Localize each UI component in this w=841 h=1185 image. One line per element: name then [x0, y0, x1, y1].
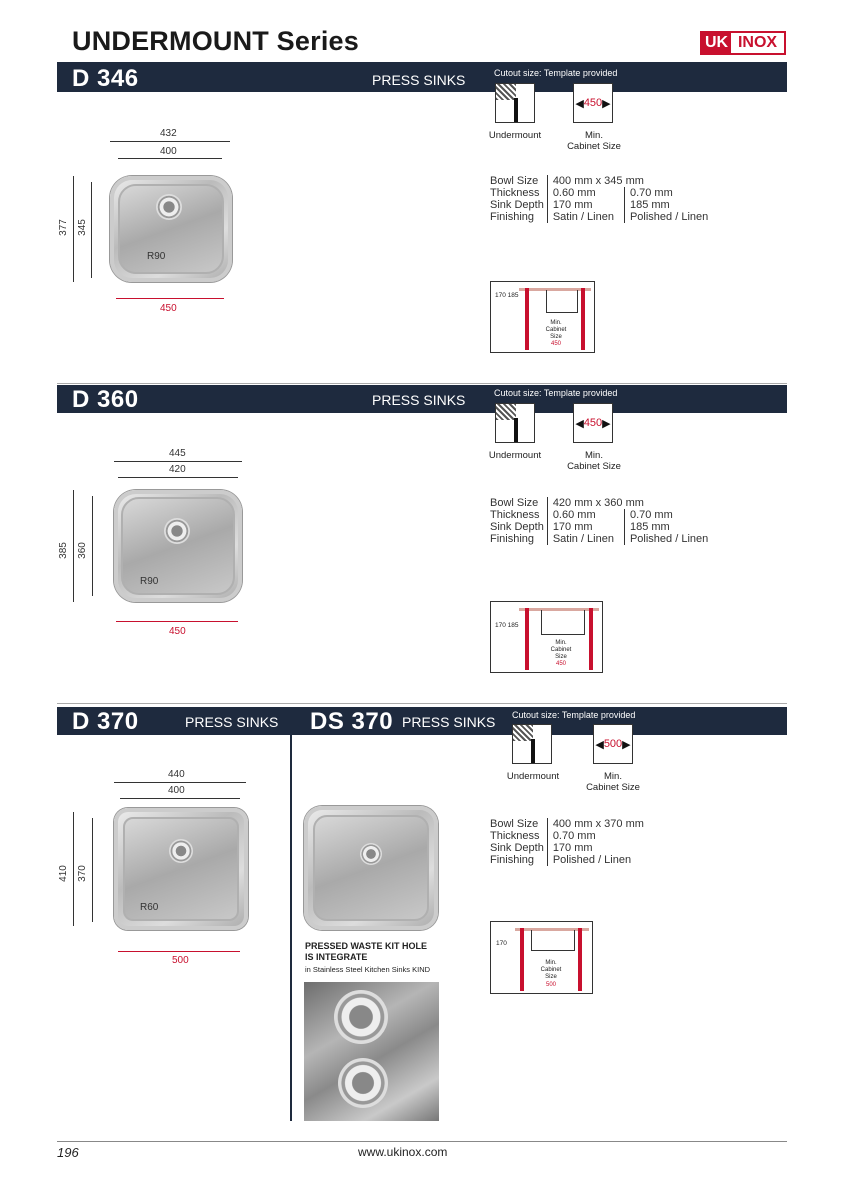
- cabinet-dim-line: [116, 298, 224, 299]
- column-divider: [290, 707, 292, 1121]
- xsec-width: 450: [555, 661, 566, 667]
- spec-value: 0.60 mm: [547, 187, 624, 199]
- logo-uk: UK: [702, 33, 731, 53]
- cabinet-dim: 500: [172, 955, 189, 966]
- spec-label: Bowl Size: [490, 818, 539, 830]
- dim-inner-width: 400: [160, 146, 177, 157]
- cabinet-size-value: 500: [603, 738, 623, 750]
- xsec-width: 500: [545, 982, 556, 988]
- xsec-line: Cabinet: [540, 967, 562, 973]
- dim-line: [118, 158, 222, 159]
- dim-inner-height: 360: [76, 542, 88, 559]
- corner-radius: R90: [147, 251, 166, 262]
- spec-label: Sink Depth: [490, 842, 544, 854]
- spec-label: Thickness: [490, 187, 540, 199]
- countertop-hatch: [513, 725, 533, 741]
- sink-profile: [531, 930, 575, 951]
- model-title: D 360: [72, 386, 139, 413]
- strainer-icon: [334, 990, 388, 1044]
- category-label: PRESS SINKS: [372, 72, 466, 88]
- sink-wall: [531, 739, 535, 763]
- cabinet-wall: [525, 608, 529, 670]
- cabinet-size-label: [563, 130, 625, 152]
- spec-value: Polished / Linen: [547, 854, 654, 866]
- xsec-caption: [533, 960, 569, 981]
- dim-outer-height: 410: [57, 865, 69, 882]
- cabinet-wall: [525, 288, 529, 350]
- footer-rule: [57, 1141, 787, 1142]
- xsec-caption: [543, 640, 579, 661]
- cabinet-wall: [520, 928, 524, 991]
- xsec-line: Cabinet: [545, 327, 567, 333]
- sink-bowl: [121, 497, 235, 595]
- spec-value: 170 mm: [547, 842, 654, 854]
- spec-table: [490, 497, 718, 545]
- drain-icon: [164, 518, 190, 544]
- spec-label: Finishing: [490, 854, 535, 866]
- sink-profile: [546, 290, 578, 313]
- depth-labels: 170: [496, 940, 507, 947]
- depth-labels: 170 185: [495, 292, 519, 299]
- sink-wall: [514, 98, 518, 122]
- drain-icon: [156, 194, 182, 220]
- cutout-note: Cutout size: Template provided: [494, 388, 618, 398]
- dim-line: [73, 812, 74, 926]
- section-divider: [57, 703, 787, 704]
- dim-line: [73, 176, 74, 282]
- spec-value: 0.70 mm: [624, 509, 718, 521]
- cabinet-wall: [589, 608, 593, 670]
- dim-inner-width: 400: [168, 785, 185, 796]
- section-divider: [57, 383, 787, 384]
- spec-table: [490, 818, 654, 866]
- dim-line: [92, 496, 93, 596]
- cabinet-dim: 450: [160, 303, 177, 314]
- xsec-line: Size: [555, 654, 567, 660]
- cabinet-dim-line: [118, 951, 240, 952]
- category-label: PRESS SINKS: [185, 714, 279, 730]
- spec-table: [490, 175, 718, 223]
- xsec-line: Min.: [545, 960, 557, 966]
- category-label-2: PRESS SINKS: [402, 714, 496, 730]
- xsec-line: Min.: [550, 320, 562, 326]
- sink-profile: [541, 610, 585, 635]
- cabinet-size-label: [582, 771, 644, 793]
- cabinet-size-value: 450: [583, 417, 603, 429]
- sink-wall: [514, 418, 518, 442]
- cabinet-size-label: [563, 450, 625, 472]
- dim-outer-width: 440: [168, 769, 185, 780]
- model-title: D 370: [72, 708, 139, 735]
- undermount-icon: [495, 83, 535, 123]
- sink-bowl: [313, 815, 429, 921]
- website-link[interactable]: www.ukinox.com: [358, 1145, 448, 1159]
- spec-value: 0.70 mm: [624, 187, 718, 199]
- spec-value: 420 mm x 360 mm: [547, 497, 718, 509]
- model-title-2: DS 370: [310, 708, 394, 735]
- xsec-line: Cabinet: [550, 647, 572, 653]
- cabinet-wall: [578, 928, 582, 991]
- sink-image: [114, 490, 242, 602]
- page-title: UNDERMOUNT Series: [72, 26, 359, 56]
- cabinet-label-1: Min.: [585, 450, 603, 461]
- cabinet-label-1: Min.: [604, 771, 622, 782]
- waste-kit-note: [305, 941, 427, 963]
- cross-section-diagram: [490, 281, 595, 353]
- cabinet-size-icon: ◀ 450 ▶: [573, 403, 613, 443]
- spec-label: Finishing: [490, 533, 535, 545]
- note-line: IS INTEGRATE: [305, 952, 368, 962]
- dim-outer-height: 385: [57, 542, 69, 559]
- spec-label: Bowl Size: [490, 497, 539, 509]
- undermount-label: Undermount: [488, 130, 542, 141]
- cabinet-dim: 450: [169, 626, 186, 637]
- dim-line: [120, 798, 240, 799]
- cabinet-size-icon: ◀ 450 ▶: [573, 83, 613, 123]
- spec-value: Satin / Linen: [547, 211, 624, 223]
- undermount-icon: [495, 403, 535, 443]
- cabinet-label-2: Cabinet Size: [567, 461, 621, 472]
- cabinet-size-icon: ◀ 500 ▶: [593, 724, 633, 764]
- drain-icon: [169, 839, 193, 863]
- cabinet-label-2: Cabinet Size: [586, 782, 640, 793]
- spec-value: 185 mm: [624, 199, 718, 211]
- spec-value: 0.60 mm: [547, 509, 624, 521]
- corner-radius: R90: [140, 576, 159, 587]
- spec-value: 185 mm: [624, 521, 718, 533]
- sink-image: [114, 808, 248, 930]
- dim-outer-width: 432: [160, 128, 177, 139]
- cabinet-size-value: 450: [583, 97, 603, 109]
- cross-section-diagram: [490, 601, 603, 673]
- dim-line: [118, 477, 238, 478]
- xsec-width: 450: [550, 341, 561, 347]
- dim-inner-width: 420: [169, 464, 186, 475]
- cabinet-dim-line: [116, 621, 238, 622]
- countertop-hatch: [496, 84, 516, 100]
- drain-icon: [338, 1058, 388, 1108]
- spec-label: Thickness: [490, 830, 540, 842]
- note-line: PRESSED WASTE KIT HOLE: [305, 941, 428, 951]
- dim-inner-height: 370: [76, 865, 88, 882]
- page-number: 196: [57, 1145, 79, 1160]
- xsec-line: Min.: [555, 640, 567, 646]
- cabinet-label-2: Cabinet Size: [567, 141, 621, 152]
- undermount-icon: [512, 724, 552, 764]
- dim-outer-height: 377: [57, 219, 69, 236]
- xsec-line: Size: [545, 974, 557, 980]
- spec-value: Satin / Linen: [547, 533, 624, 545]
- category-label: PRESS SINKS: [372, 392, 466, 408]
- spec-label: Sink Depth: [490, 521, 544, 533]
- undermount-label: Undermount: [488, 450, 542, 461]
- sink-image: [110, 176, 232, 282]
- dim-line: [114, 782, 246, 783]
- spec-value: 0.70 mm: [547, 830, 654, 842]
- xsec-caption: [539, 320, 573, 341]
- countertop-hatch: [496, 404, 516, 420]
- brand-logo: [700, 31, 786, 55]
- dim-outer-width: 445: [169, 448, 186, 459]
- cutout-note: Cutout size: Template provided: [494, 68, 618, 78]
- cross-section-diagram: [490, 921, 593, 994]
- cabinet-label-1: Min.: [585, 130, 603, 141]
- undermount-label: Undermount: [506, 771, 560, 782]
- waste-kit-subnote: in Stainless Steel Kitchen Sinks KIND: [305, 965, 431, 974]
- cabinet-wall: [581, 288, 585, 350]
- dim-line: [114, 461, 242, 462]
- spec-value: 400 mm x 345 mm: [547, 175, 718, 187]
- spec-label: Finishing: [490, 211, 535, 223]
- spec-label: Bowl Size: [490, 175, 539, 187]
- cutout-note: Cutout size: Template provided: [512, 710, 636, 720]
- drain-icon: [360, 843, 382, 865]
- dim-inner-height: 345: [76, 219, 88, 236]
- model-title: D 346: [72, 65, 139, 92]
- spec-value: 170 mm: [547, 521, 624, 533]
- logo-inox: INOX: [737, 34, 778, 51]
- dim-line: [110, 141, 230, 142]
- corner-radius: R60: [140, 902, 159, 913]
- spec-value: 400 mm x 370 mm: [547, 818, 654, 830]
- depth-labels: 170 185: [495, 622, 519, 629]
- spec-value: 170 mm: [547, 199, 624, 211]
- spec-label: Sink Depth: [490, 199, 544, 211]
- xsec-line: Size: [550, 334, 562, 340]
- spec-label: Thickness: [490, 509, 540, 521]
- sink-image-ds370: [304, 806, 438, 930]
- waste-kit-photo: [304, 982, 439, 1121]
- spec-value: Polished / Linen: [624, 211, 718, 223]
- spec-value: Polished / Linen: [624, 533, 718, 545]
- dim-line: [73, 490, 74, 602]
- dim-line: [92, 818, 93, 922]
- dim-line: [91, 182, 92, 278]
